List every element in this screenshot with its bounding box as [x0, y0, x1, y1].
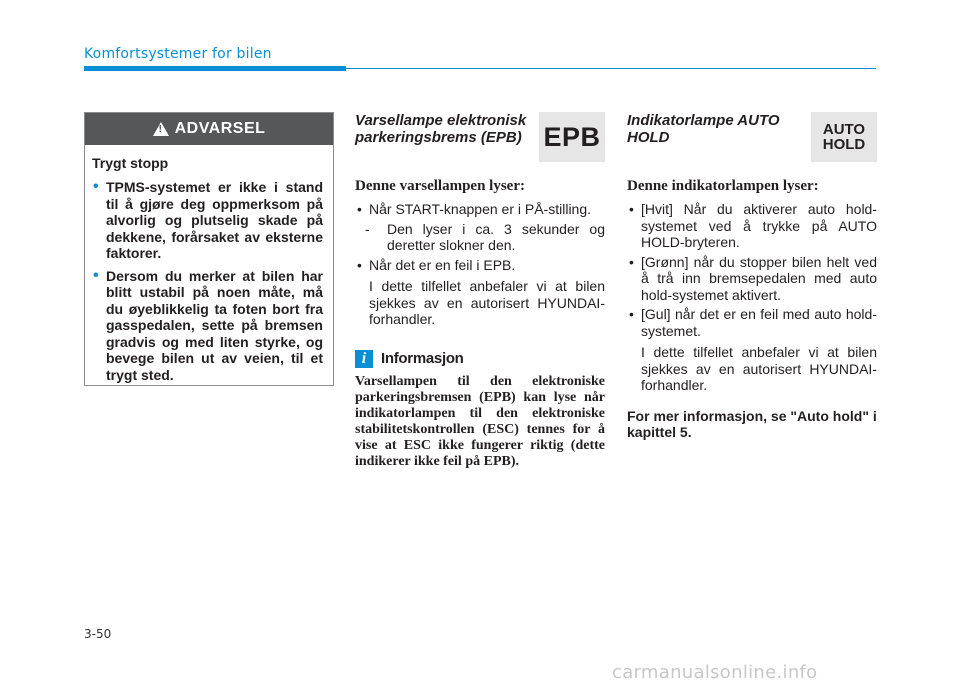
list-item: • [Grønn] når du stopper bilen helt ved å trå inn bremsepedalen med auto hold-systemet aktivert.	[629, 253, 877, 303]
epb-lamp-icon: EPB	[539, 112, 605, 162]
bullet-icon: •	[357, 201, 362, 217]
bullet-icon: •	[357, 256, 362, 273]
epb-title: Varsellampe elektronisk parkeringsbrems (EPB)	[355, 112, 527, 146]
warning-body	[85, 145, 333, 383]
list-item: • Når START-knappen er i PÅ-stilling.	[357, 201, 592, 217]
watermark: carmanualsonline.info	[612, 662, 818, 683]
warning-item: • Dersom du merker at bilen har blitt ustabil på noen måte, må du øyeblikkelig ta foten bort fra gasspedalen, sette på bremsen gradvis og med liten styrke, og bevege bilen ut av veien, til et trygt sted.	[93, 266, 323, 383]
bullet-icon: •	[93, 266, 99, 284]
bullet-icon: •	[93, 178, 99, 195]
warning-lead: Trygt stopp	[92, 155, 169, 171]
list-item: • [Hvit] Når du aktiverer auto hold-systemet ved å trykke på AUTO HOLD-bryteren.	[629, 201, 877, 250]
autohold-section	[627, 112, 877, 441]
page-number: 3-50	[84, 627, 112, 641]
bullet-icon: •	[629, 201, 634, 217]
info-label: Informasjon	[381, 350, 464, 367]
epb-note: I dette tilfellet anbefaler vi at bilen sjekkes av en autorisert HYUNDAI-forhandler.	[369, 278, 605, 327]
section-header: Komfortsystemer for bilen	[84, 46, 272, 62]
epb-section	[355, 112, 605, 470]
autohold-note: I dette tilfellet anbefaler vi at bilen sjekkes av en autorisert HYUNDAI-forhandler.	[641, 344, 877, 393]
warning-triangle-icon	[153, 122, 169, 136]
list-item: • [Gul] når det er en feil med auto hold-systemet.	[629, 306, 877, 339]
header-rule-thick	[84, 66, 346, 71]
autohold-lamp-icon: AUTO HOLD	[811, 112, 877, 162]
info-text: Varsellampen til den elektroniske parkeringsbremsen (EPB) kan lyse når indikatorlampen til den elektroniske stabilitetskontrollen (ESC) tennes for å vise at ESC ikke fungerer riktig (dette indikerer ikke feil på EPB).	[355, 373, 605, 469]
warning-header	[85, 113, 333, 145]
bullet-icon: •	[629, 306, 634, 322]
info-header	[355, 350, 605, 368]
bullet-icon: •	[629, 253, 634, 270]
autohold-title: Indikatorlampe AUTO HOLD	[627, 112, 780, 146]
autohold-more-info: For mer informasjon, se "Auto hold" i kapittel 5.	[627, 407, 877, 440]
warning-heading: ADVARSEL	[174, 120, 266, 137]
sub-list-item: - Den lyser i ca. 3 sekunder og deretter slokner den.	[365, 220, 605, 253]
header-rule-thin	[346, 68, 876, 69]
warning-item: • TPMS-systemet er ikke i stand til å gjøre deg oppmerksom på alvorlig og plutselig skade på dekkene, forårsaket av eksterne faktorer.	[93, 178, 323, 261]
info-icon: i	[355, 350, 373, 368]
warning-box	[84, 112, 334, 386]
epb-lead: Denne varsellampen lyser:	[355, 178, 525, 194]
list-item: • Når det er en feil i EPB.	[357, 256, 516, 273]
autohold-lead: Denne indikatorlampen lyser:	[627, 178, 819, 194]
